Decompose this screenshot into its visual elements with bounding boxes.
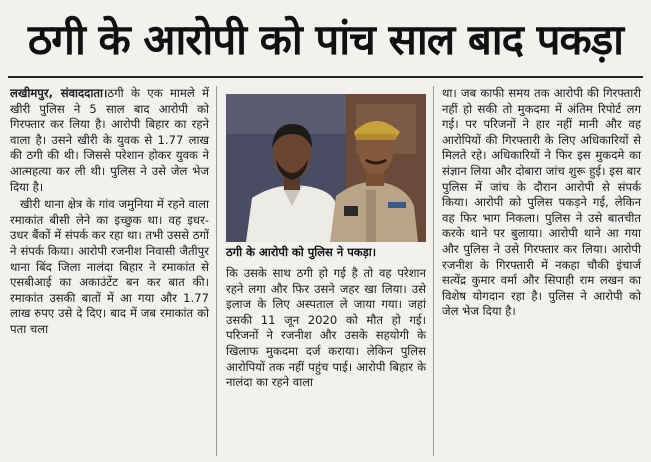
byline: लखीमपुर, संवाददाता। <box>10 86 108 100</box>
column-divider-2 <box>433 86 434 456</box>
column-2-paragraph-1: कि उसके साथ ठगी हो गई है तो वह परेशान रहने लगा और फिर उसने जहर खा लिया। उसे इलाज के लिए अस्पताल ले जाया गया। जहां उसकी 11 जून 2020 को मौत हो गई। परिजनों ने रजनीश और उसके सहयोगी के खिलाफ मुकदमा दर्ज कराया। लेकिन पुलिस आरोपियों तक नहीं पहुंच पाई। आरोपी बिहार के नालंदा का रहने वाला <box>226 266 426 390</box>
column-1-paragraph-2: खीरी थाना क्षेत्र के गांव जमुनिया में रहने वाला रमाकांत बीसी लेने का इच्छुक था। वह इधर-उधर बैंकों में संपर्क कर रहा था। तभी उससे ठगों ने संपर्क किया। आरोपी रजनीश निवासी जैतीपुर थाना बिंद जिला नालंदा बिहार ने रमाकांत से एसबीआई का अकाउंटेंट बन कर बात की। रमाकांत उसकी बातों में आ गया और 1.77 लाख रुपए उसे दे दिए। बाद में जब रमाकांत को पता चला <box>10 197 209 336</box>
headline-rule <box>8 76 643 78</box>
column-2 <box>226 266 426 393</box>
news-photo <box>226 94 426 242</box>
photo-caption: ठगी के आरोपी को पुलिस ने पकड़ा। <box>226 245 377 259</box>
column-1-paragraph-1-text: ठगी के एक मामले में खीरी पुलिस ने 5 साल बाद आरोपी को गिरफ्तार कर लिया है। आरोपी बिहार का रहने वाला है। उसने खीरी के युवक से 1.77 लाख की ठगी की थी। जिससे परेशान होकर युवक ने आत्महत्या कर ली थी। पुलिस ने उसे जेल भेज दिया है। <box>10 86 210 194</box>
column-1 <box>10 86 209 340</box>
column-3 <box>442 86 641 322</box>
headline: ठगी के आरोपी को पांच साल बाद पकड़ा <box>27 14 624 64</box>
column-1-paragraph-1 <box>10 86 209 195</box>
photo-illustration <box>226 94 426 242</box>
column-divider-1 <box>216 86 217 456</box>
column-3-paragraph-1: था। जब काफी समय तक आरोपी की गिरफ्तारी नहीं हो सकी तो मुकदमा में अंतिम रिपोर्ट लग गई। पर परिजनों ने हार नहीं मानी और वह आरोपियों की गिरफ्तारी के लिए अधिकारियों से मिलते रहे। अधिकारियों ने फिर इस मुकदमे का संज्ञान लिया और दोबारा जांच शुरू हुई। इस बार पुलिस में जांच के दौरान आरोपी से संपर्क किया। आरोपी को पुलिस पकड़ने गई, लेकिन वह फिर भाग निकला। पुलिस ने उसे बातचीत करके थाने पर बुलाया। आरोपी थाने आ गया और पुलिस ने उसे गिरफ्तार कर लिया। आरोपी रजनीश के गिरफ्तारी में नकहा चौकी इंचार्ज सत्येंद्र कुमार वर्मा और सिपाही राम लखन का विशेष योगदान रहा है। पुलिस ने आरोपी को जेल भेज दिया है। <box>442 86 641 319</box>
